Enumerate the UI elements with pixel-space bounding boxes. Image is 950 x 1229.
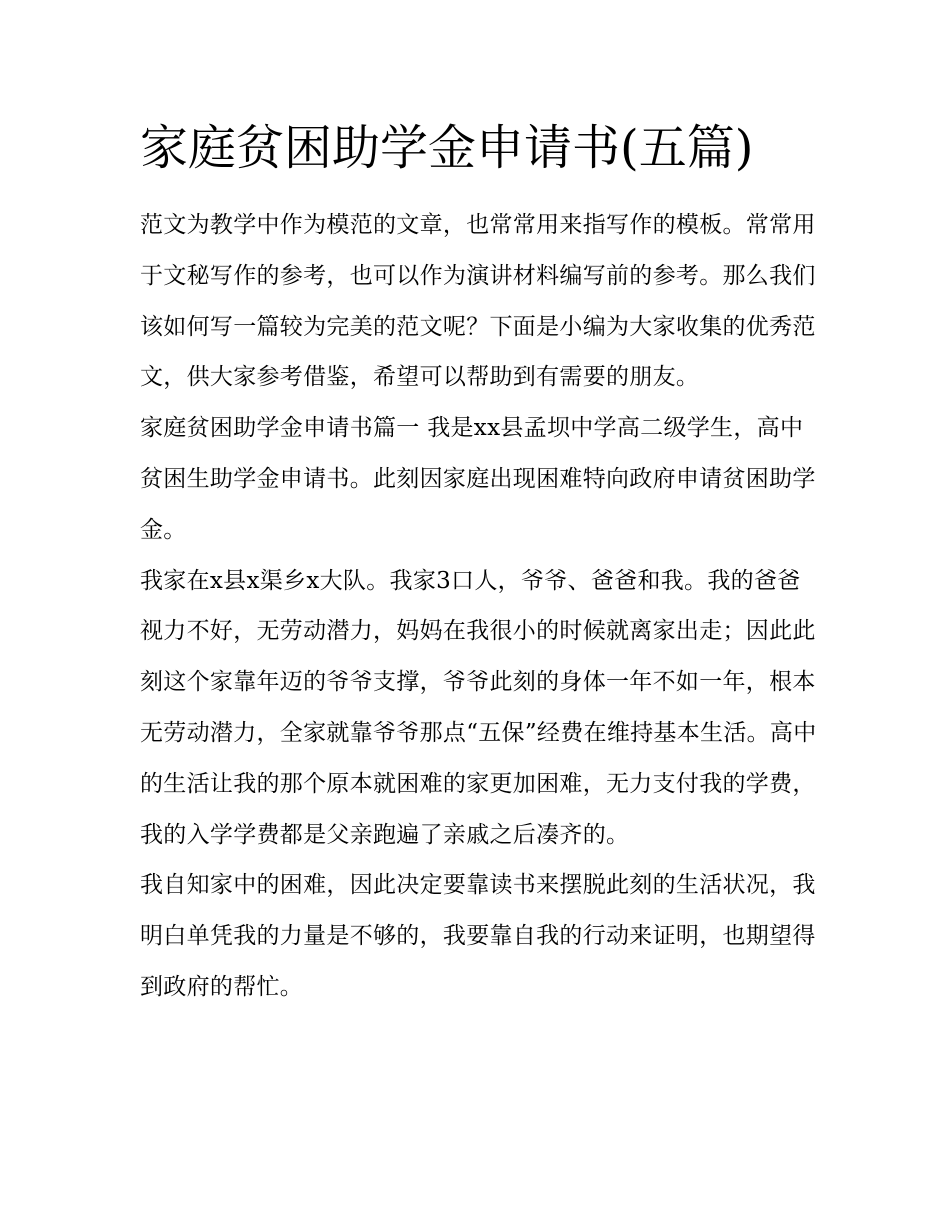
paragraph-intro: 范文为教学中作为模范的文章，也常常用来指写作的模板。常常用于文秘写作的参考，也可以作为演讲材料编写前的参考。那么我们该如何写一篇较为完美的范文呢？下面是小编为大家收集的优秀范文，供大家参考借鉴，希望可以帮助到有需要的朋友。	[140, 212, 816, 391]
paragraph-family-situation: 我家在x县x渠乡x大队。我家3口人，爷爷、爸爸和我。我的爸爸视力不好，无劳动潜力，妈妈在我很小的时候就离家出走；因此此刻这个家靠年迈的爷爷支撑，爷爷此刻的身体一年不如一年，根本无劳动潜力，全家就靠爷爷那点“五保”经费在维持基本生活。高中的生活让我的那个原本就困难的家更加困难，无力支付我的学费，我的入学学费都是父亲跑遍了亲戚之后凑齐的。	[140, 567, 817, 848]
paragraph-determination: 我自知家中的困难，因此决定要靠读书来摆脱此刻的生活状况，我明白单凭我的力量是不够的，我要靠自我的行动来证明，也期望得到政府的帮忙。	[140, 872, 816, 1000]
document-body	[140, 200, 820, 1013]
paragraph-article-one-intro: 家庭贫困助学金申请书篇一 我是xx县孟坝中学高二级学生，高中贫困生助学金申请书。此刻因家庭出现困难特向政府申请贫困助学金。	[140, 415, 816, 543]
document-title: 家庭贫困助学金申请书(五篇)	[140, 120, 754, 176]
